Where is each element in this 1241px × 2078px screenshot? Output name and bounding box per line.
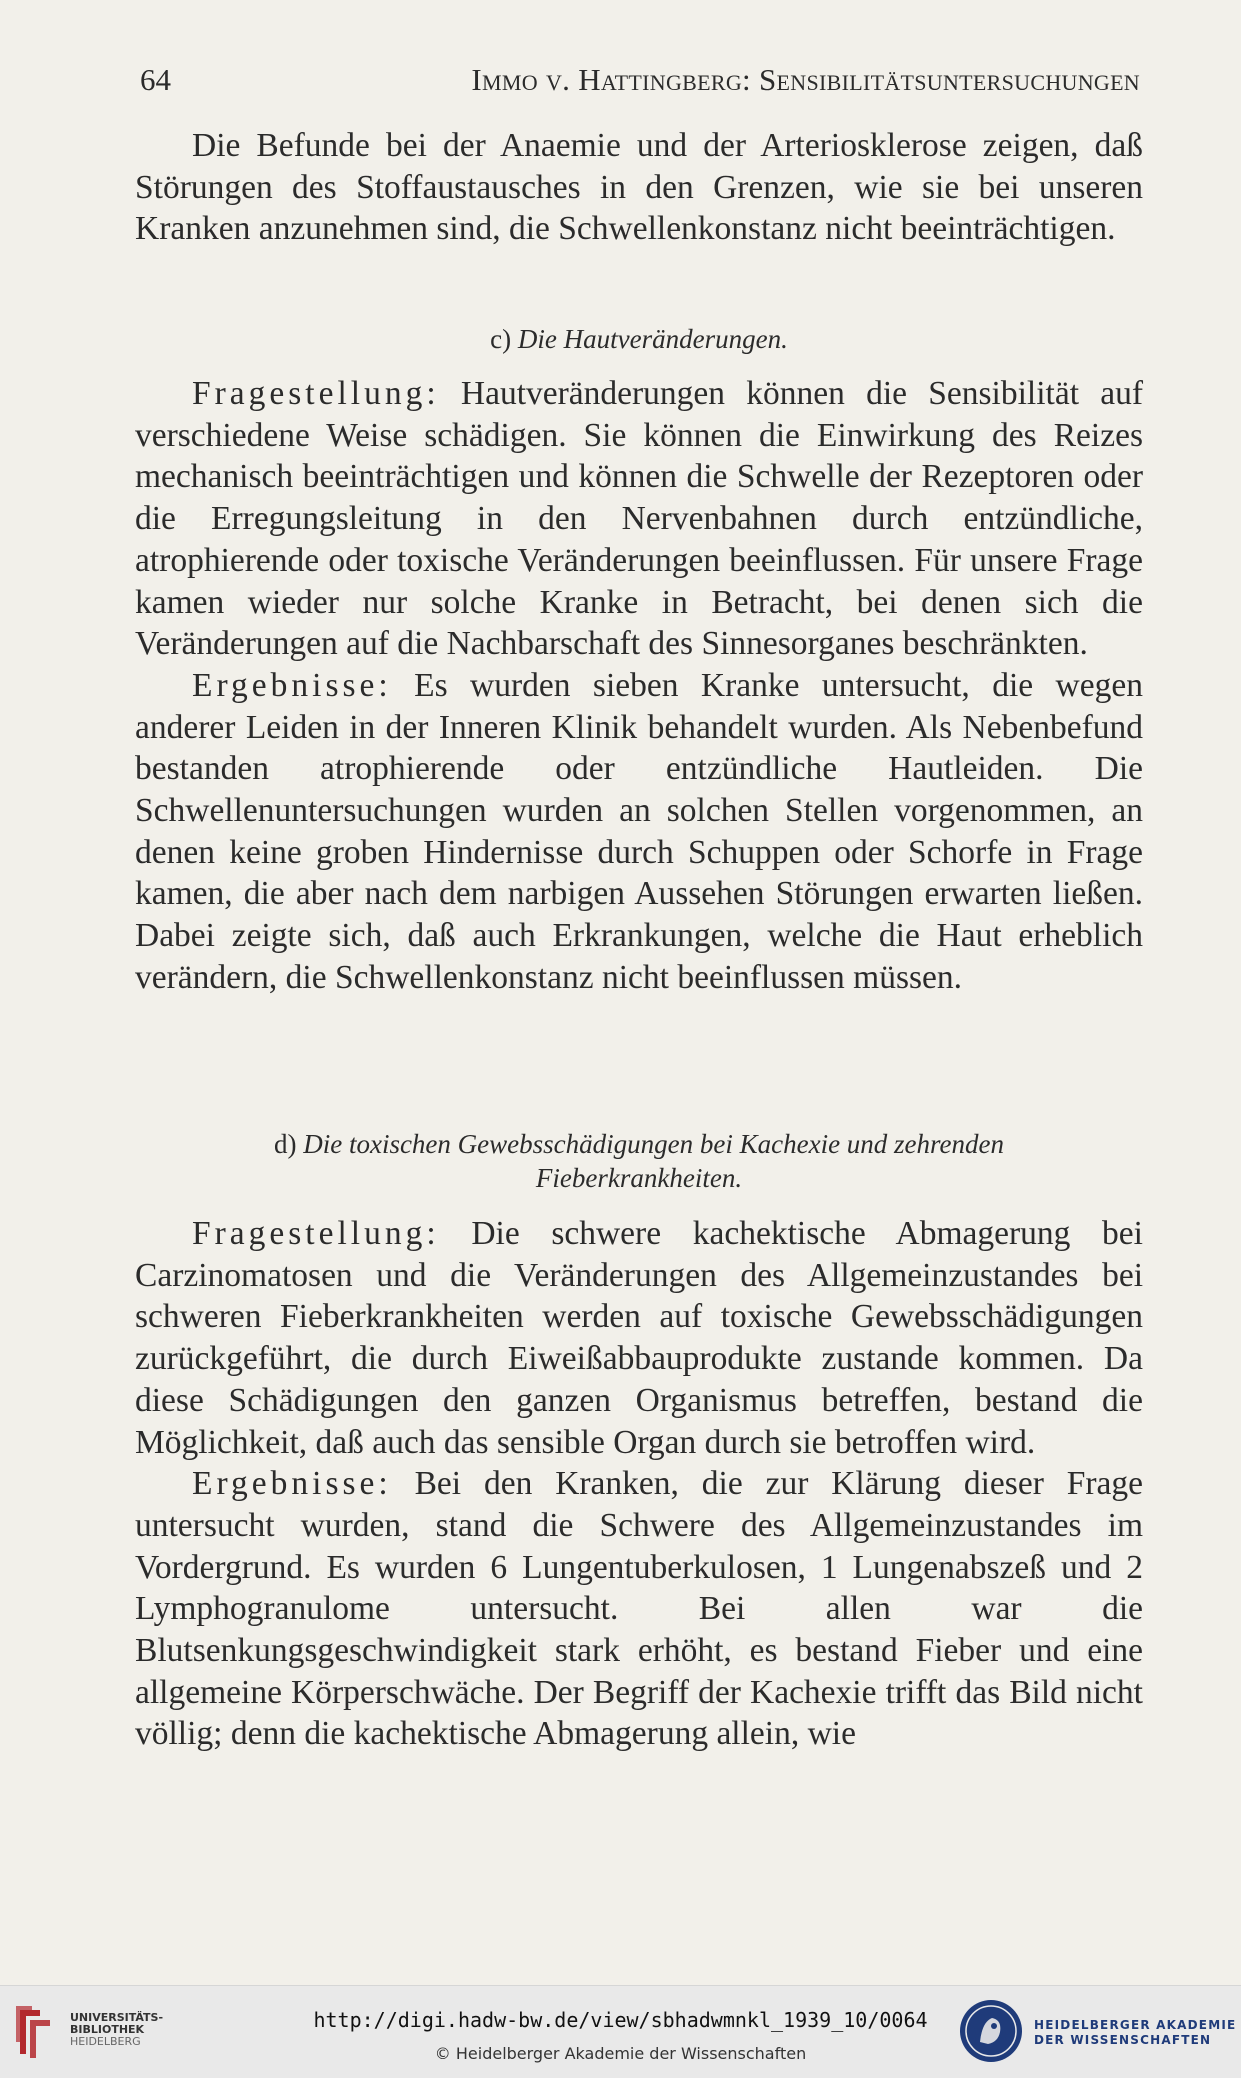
paragraph-4: [135, 1213, 1143, 1463]
paragraph-5: [135, 1463, 1143, 1755]
section-c-heading-block: [135, 322, 1143, 356]
page-number: 64: [140, 62, 171, 97]
ub-line1: UNIVERSITÄTS-: [70, 2011, 164, 2024]
paragraph-5-lead: Ergebnisse:: [192, 1465, 392, 1503]
paragraph-3-text: Es wurden sieben Kranke untersucht, die wegen anderer Leiden in der Inneren Klinik behandelt wurden. Als Nebenbefund bestanden atrophierende oder entzündliche Hautleiden. Die Schwellenuntersuchungen wurden an solchen Stellen vorgenommen, an denen keine groben Hindernisse durch Schuppen oder Schorfe in Frage kamen, die aber nach dem narbigen Aussehen Störungen erwarten ließen. Dabei zeigte sich, daß auch Erkrankungen, welche die Haut erheblich verändern, die Schwellenkonstanz nicht beeinflussen müssen.: [135, 666, 1143, 996]
copyright-notice: © Heidelberger Akademie der Wissenschaften: [434, 2044, 807, 2063]
section-d-title-line2: Fieberkrankheiten.: [535, 1163, 743, 1193]
page-header: [140, 62, 1140, 112]
permalink-url[interactable]: http://digi.hadw-bw.de/view/sbhadwmnkl_1939_10/0064: [313, 2008, 928, 2032]
section-c-label: c): [490, 324, 512, 354]
section-d-label: d): [273, 1129, 297, 1159]
academy-seal-icon[interactable]: [958, 1998, 1024, 2064]
digitization-footer: [0, 1985, 1241, 2078]
paragraph-1: Die Befunde bei der Anaemie und der Arteriosklerose zeigen, daß Störungen des Stoffaustausches in den Grenzen, wie sie bei unseren Kranken anzunehmen sind, die Schwellenkonstanz nicht beeinträchtigen.: [135, 127, 1143, 248]
section-c-title: Die Hautveränderungen.: [517, 324, 788, 354]
ub-line2: BIBLIOTHEK: [70, 2023, 145, 2036]
paragraph-3: [135, 665, 1143, 999]
section-d-heading: [135, 1127, 1143, 1195]
paragraph-4-lead: Fragestellung:: [192, 1215, 440, 1252]
running-title: Immo v. Hattingberg: Sensibilitätsuntersuchungen: [471, 62, 1140, 97]
academy-name: [1034, 2018, 1236, 2048]
paragraph-3-lead: Ergebnisse:: [192, 666, 392, 704]
section-d-heading-block: [135, 1127, 1143, 1195]
hadw-line1: HEIDELBERGER AKADEMIE: [1034, 2018, 1237, 2032]
paragraph-1-block: [135, 125, 1143, 250]
paragraph-2-text: Hautveränderungen können die Sensibilität auf verschiedene Weise schädigen. Sie können die Einwirkung des Reizes mechanisch beeinträchtigen und können die Schwelle der Rezeptoren oder die Erregungsleitung in den Nervenbahnen durch entzündliche, atrophierende oder toxische Veränderungen beeinflussen. Für unsere Frage kamen wieder nur solche Kranke in Betracht, bei denen sich die Veränderungen auf die Nachbarschaft des Sinnesorganes beschränkten.: [135, 375, 1143, 663]
hadw-line2: DER WISSENSCHAFTEN: [1034, 2033, 1212, 2047]
paragraph-5-text: Bei den Kranken, die zur Klärung dieser Frage untersucht wurden, stand die Schwere des Allgemeinzustandes im Vordergrund. Es wurden 6 Lungentuberkulosen, 1 Lungenabszeß und 2 Lymphogranulome untersucht. Bei allen war die Blutsenkungsgeschwindigkeit stark erhöht, es bestand Fieber und eine allgemeine Körperschwäche. Der Begriff der Kachexie trifft das Bild nicht völlig; denn die kachektische Abmagerung allein, wie: [135, 1465, 1143, 1753]
paragraph-2-lead: Fragestellung:: [192, 375, 440, 412]
paragraph-4-text: Die schwere kachektische Abmagerung bei Carzinomatosen und die Veränderungen des Allgemeinzustandes bei schweren Fieberkrankheiten werden auf toxische Gewebsschädigungen zurückgeführt, die durch Eiweißabbauprodukte zustande kommen. Da diese Schädigungen den ganzen Organismus betreffen, bestand die Möglichkeit, daß auch das sensible Organ durch sie betroffen wird.: [135, 1215, 1143, 1461]
ub-line3: HEIDELBERG: [70, 2035, 141, 2048]
section-c-heading: [135, 322, 1143, 356]
section-d-title-line1: Die toxischen Gewebsschädigungen bei Kachexie und zehrenden: [303, 1129, 1005, 1159]
paragraph-2-block: [135, 373, 1143, 999]
paragraph-4-block: [135, 1213, 1143, 1755]
paragraph-2: [135, 373, 1143, 665]
